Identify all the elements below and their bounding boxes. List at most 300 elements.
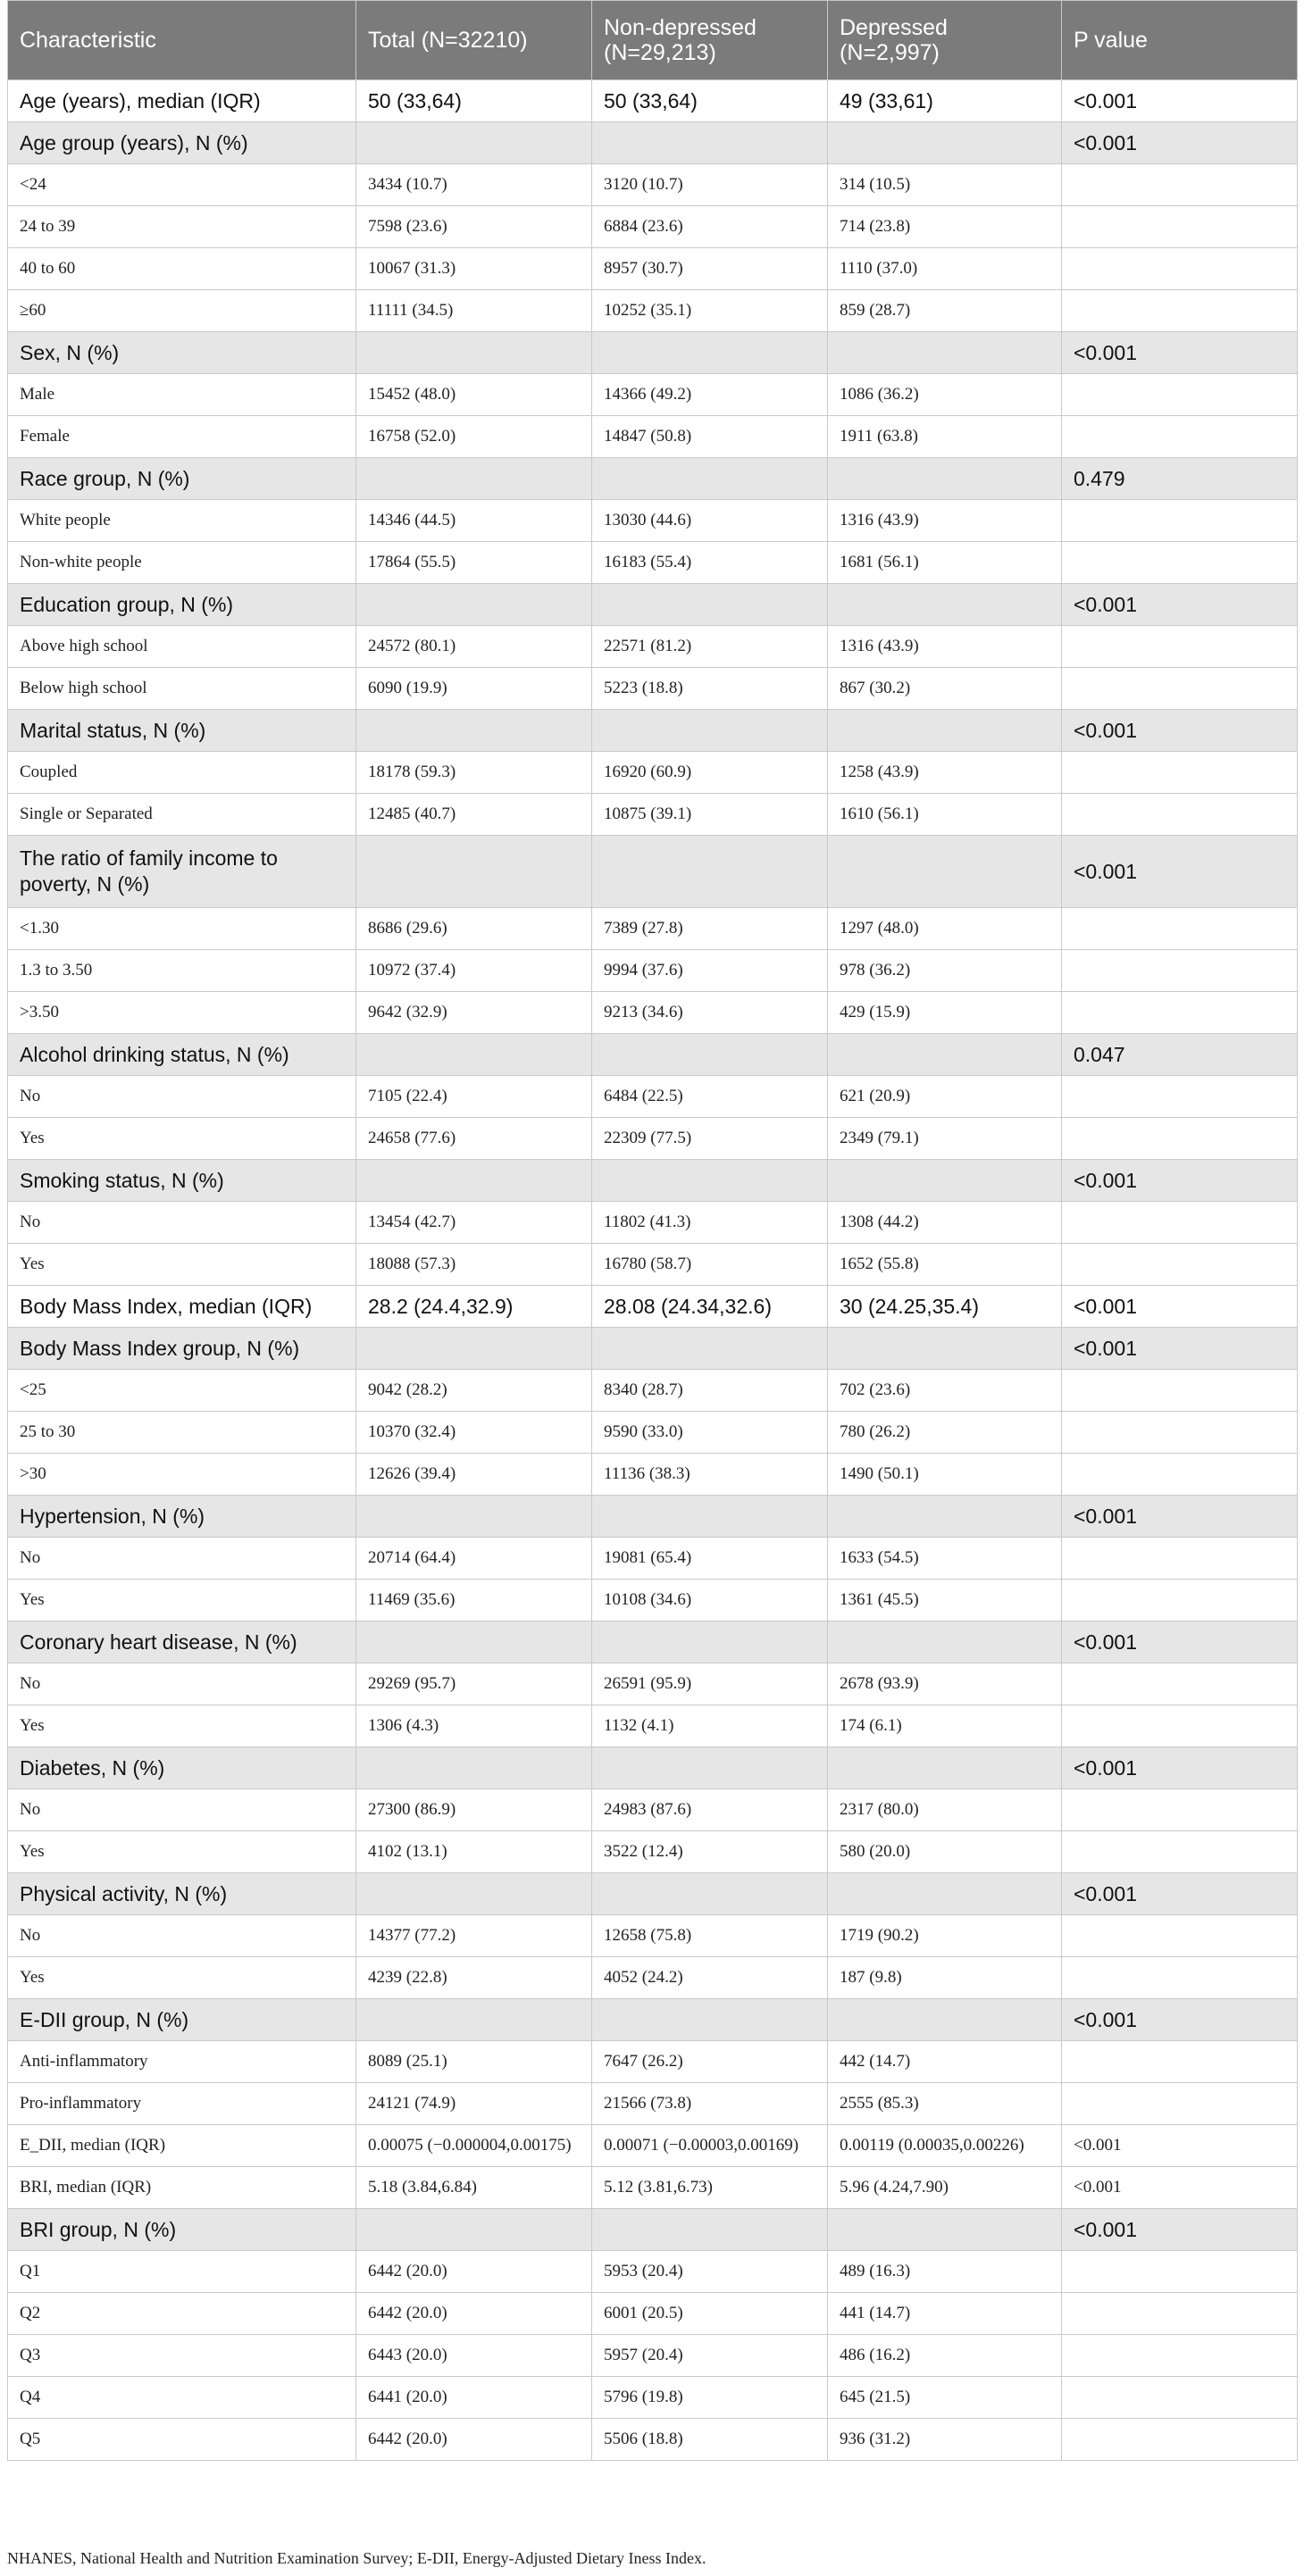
characteristic-cell: Coupled bbox=[8, 752, 356, 794]
p-value-cell bbox=[1062, 1538, 1298, 1580]
depressed-cell bbox=[828, 584, 1062, 626]
non-depressed-cell: 5957 (20.4) bbox=[592, 2335, 828, 2377]
total-cell bbox=[356, 332, 592, 374]
table-row bbox=[8, 950, 1298, 992]
depressed-cell bbox=[828, 1999, 1062, 2041]
non-depressed-cell: 21566 (73.8) bbox=[592, 2083, 828, 2125]
table-footnote: NHANES, National Health and Nutrition Examination Survey; E-DII, Energy-Adjusted Dietary Iness Index. bbox=[7, 2549, 706, 2567]
characteristic-cell: E_DII, median (IQR) bbox=[8, 2125, 356, 2167]
characteristic-cell: Single or Separated bbox=[8, 794, 356, 836]
table-row bbox=[8, 2083, 1298, 2125]
p-value-cell bbox=[1062, 2377, 1298, 2419]
total-cell: 9642 (32.9) bbox=[356, 992, 592, 1034]
total-cell: 15452 (48.0) bbox=[356, 374, 592, 416]
non-depressed-cell bbox=[592, 1999, 828, 2041]
characteristic-cell: Body Mass Index group, N (%) bbox=[8, 1328, 356, 1370]
depressed-cell: 1316 (43.9) bbox=[828, 626, 1062, 668]
p-value-cell bbox=[1062, 1202, 1298, 1244]
characteristic-cell: <1.30 bbox=[8, 908, 356, 950]
p-value-cell: <0.001 bbox=[1062, 1999, 1298, 2041]
header-total: Total (N=32210) bbox=[356, 1, 592, 80]
characteristic-cell: 24 to 39 bbox=[8, 206, 356, 248]
total-cell bbox=[356, 1999, 592, 2041]
characteristic-cell: Q4 bbox=[8, 2377, 356, 2419]
depressed-cell: 429 (15.9) bbox=[828, 992, 1062, 1034]
baseline-characteristics-table bbox=[7, 0, 1298, 2461]
p-value-cell: 0.047 bbox=[1062, 1034, 1298, 1076]
group-header-row bbox=[8, 458, 1298, 500]
depressed-cell: 621 (20.9) bbox=[828, 1076, 1062, 1118]
total-cell: 10972 (37.4) bbox=[356, 950, 592, 992]
total-cell: 4239 (22.8) bbox=[356, 1957, 592, 1999]
total-cell: 27300 (86.9) bbox=[356, 1789, 592, 1831]
depressed-cell: 2555 (85.3) bbox=[828, 2083, 1062, 2125]
characteristic-cell: No bbox=[8, 1202, 356, 1244]
non-depressed-cell: 8340 (28.7) bbox=[592, 1370, 828, 1412]
characteristic-cell: Q5 bbox=[8, 2419, 356, 2461]
depressed-cell: 936 (31.2) bbox=[828, 2419, 1062, 2461]
depressed-cell bbox=[828, 1160, 1062, 1202]
non-depressed-cell: 3120 (10.7) bbox=[592, 164, 828, 206]
total-cell: 6441 (20.0) bbox=[356, 2377, 592, 2419]
non-depressed-cell bbox=[592, 836, 828, 908]
table-row bbox=[8, 1915, 1298, 1957]
depressed-cell: 978 (36.2) bbox=[828, 950, 1062, 992]
p-value-cell bbox=[1062, 416, 1298, 458]
characteristic-cell: Male bbox=[8, 374, 356, 416]
non-depressed-cell: 14366 (49.2) bbox=[592, 374, 828, 416]
table-row bbox=[8, 206, 1298, 248]
group-header-row bbox=[8, 1747, 1298, 1789]
p-value-cell: <0.001 bbox=[1062, 332, 1298, 374]
characteristic-cell: Education group, N (%) bbox=[8, 584, 356, 626]
depressed-cell: 1610 (56.1) bbox=[828, 794, 1062, 836]
characteristic-cell: Yes bbox=[8, 1244, 356, 1286]
depressed-cell: 1911 (63.8) bbox=[828, 416, 1062, 458]
total-cell: 14377 (77.2) bbox=[356, 1915, 592, 1957]
p-value-cell: <0.001 bbox=[1062, 1328, 1298, 1370]
total-cell: 24121 (74.9) bbox=[356, 2083, 592, 2125]
p-value-cell bbox=[1062, 164, 1298, 206]
non-depressed-cell: 11802 (41.3) bbox=[592, 1202, 828, 1244]
p-value-cell: <0.001 bbox=[1062, 80, 1298, 122]
characteristic-cell: BRI, median (IQR) bbox=[8, 2167, 356, 2209]
total-cell: 14346 (44.5) bbox=[356, 500, 592, 542]
p-value-cell bbox=[1062, 668, 1298, 710]
non-depressed-cell: 26591 (95.9) bbox=[592, 1663, 828, 1705]
group-header-row bbox=[8, 584, 1298, 626]
non-depressed-cell: 9994 (37.6) bbox=[592, 950, 828, 992]
total-cell: 11111 (34.5) bbox=[356, 290, 592, 332]
p-value-cell bbox=[1062, 1705, 1298, 1747]
p-value-cell bbox=[1062, 1118, 1298, 1160]
p-value-cell bbox=[1062, 1412, 1298, 1454]
characteristic-cell: ≥60 bbox=[8, 290, 356, 332]
characteristic-cell: <25 bbox=[8, 1370, 356, 1412]
characteristic-cell: >3.50 bbox=[8, 992, 356, 1034]
p-value-cell bbox=[1062, 1244, 1298, 1286]
total-cell: 12485 (40.7) bbox=[356, 794, 592, 836]
non-depressed-cell bbox=[592, 332, 828, 374]
depressed-cell: 867 (30.2) bbox=[828, 668, 1062, 710]
non-depressed-cell bbox=[592, 1328, 828, 1370]
p-value-cell: <0.001 bbox=[1062, 1873, 1298, 1915]
non-depressed-cell: 14847 (50.8) bbox=[592, 416, 828, 458]
characteristic-cell: No bbox=[8, 1076, 356, 1118]
non-depressed-cell: 5953 (20.4) bbox=[592, 2251, 828, 2293]
table-row bbox=[8, 794, 1298, 836]
characteristic-cell: E-DII group, N (%) bbox=[8, 1999, 356, 2041]
p-value-cell bbox=[1062, 950, 1298, 992]
table-row bbox=[8, 1118, 1298, 1160]
total-cell bbox=[356, 1034, 592, 1076]
table-row bbox=[8, 248, 1298, 290]
non-depressed-cell: 13030 (44.6) bbox=[592, 500, 828, 542]
table-row bbox=[8, 1202, 1298, 1244]
table-row bbox=[8, 1831, 1298, 1873]
total-cell: 17864 (55.5) bbox=[356, 542, 592, 584]
non-depressed-cell: 19081 (65.4) bbox=[592, 1538, 828, 1580]
depressed-cell: 714 (23.8) bbox=[828, 206, 1062, 248]
depressed-cell bbox=[828, 332, 1062, 374]
p-value-cell bbox=[1062, 206, 1298, 248]
characteristic-cell: Hypertension, N (%) bbox=[8, 1496, 356, 1538]
table-row bbox=[8, 416, 1298, 458]
header-row bbox=[8, 1, 1298, 80]
p-value-cell: <0.001 bbox=[1062, 836, 1298, 908]
p-value-cell bbox=[1062, 992, 1298, 1034]
p-value-cell bbox=[1062, 500, 1298, 542]
p-value-cell bbox=[1062, 374, 1298, 416]
depressed-cell: 1308 (44.2) bbox=[828, 1202, 1062, 1244]
total-cell: 7598 (23.6) bbox=[356, 206, 592, 248]
table-row bbox=[8, 1789, 1298, 1831]
non-depressed-cell: 5223 (18.8) bbox=[592, 668, 828, 710]
characteristic-cell: White people bbox=[8, 500, 356, 542]
characteristic-cell: Yes bbox=[8, 1705, 356, 1747]
characteristic-cell: Yes bbox=[8, 1118, 356, 1160]
characteristic-cell: Q2 bbox=[8, 2293, 356, 2335]
p-value-cell bbox=[1062, 1957, 1298, 1999]
group-header-row bbox=[8, 1328, 1298, 1370]
total-cell: 4102 (13.1) bbox=[356, 1831, 592, 1873]
total-cell: 16758 (52.0) bbox=[356, 416, 592, 458]
characteristic-cell: 40 to 60 bbox=[8, 248, 356, 290]
table-row bbox=[8, 908, 1298, 950]
total-cell: 29269 (95.7) bbox=[356, 1663, 592, 1705]
depressed-cell bbox=[828, 836, 1062, 908]
characteristic-cell: Smoking status, N (%) bbox=[8, 1160, 356, 1202]
total-cell: 6442 (20.0) bbox=[356, 2293, 592, 2335]
characteristic-cell: No bbox=[8, 1789, 356, 1831]
p-value-cell bbox=[1062, 1789, 1298, 1831]
depressed-cell: 859 (28.7) bbox=[828, 290, 1062, 332]
depressed-cell bbox=[828, 710, 1062, 752]
characteristic-cell: 1.3 to 3.50 bbox=[8, 950, 356, 992]
table-row bbox=[8, 290, 1298, 332]
p-value-cell: 0.479 bbox=[1062, 458, 1298, 500]
table-row bbox=[8, 992, 1298, 1034]
depressed-cell: 1110 (37.0) bbox=[828, 248, 1062, 290]
total-cell: 6090 (19.9) bbox=[356, 668, 592, 710]
non-depressed-cell: 24983 (87.6) bbox=[592, 1789, 828, 1831]
table-row bbox=[8, 164, 1298, 206]
total-cell: 24572 (80.1) bbox=[356, 626, 592, 668]
p-value-cell bbox=[1062, 2041, 1298, 2083]
depressed-cell bbox=[828, 122, 1062, 164]
depressed-cell: 174 (6.1) bbox=[828, 1705, 1062, 1747]
p-value-cell bbox=[1062, 2335, 1298, 2377]
table-row bbox=[8, 2377, 1298, 2419]
p-value-cell: <0.001 bbox=[1062, 2125, 1298, 2167]
non-depressed-cell: 8957 (30.7) bbox=[592, 248, 828, 290]
p-value-cell bbox=[1062, 1370, 1298, 1412]
non-depressed-cell: 22309 (77.5) bbox=[592, 1118, 828, 1160]
p-value-cell: <0.001 bbox=[1062, 584, 1298, 626]
depressed-cell: 1086 (36.2) bbox=[828, 374, 1062, 416]
characteristic-cell: Female bbox=[8, 416, 356, 458]
total-cell bbox=[356, 2209, 592, 2251]
depressed-cell: 1719 (90.2) bbox=[828, 1915, 1062, 1957]
group-header-row bbox=[8, 1621, 1298, 1663]
characteristic-cell: Diabetes, N (%) bbox=[8, 1747, 356, 1789]
non-depressed-cell bbox=[592, 2209, 828, 2251]
depressed-cell bbox=[828, 1496, 1062, 1538]
non-depressed-cell bbox=[592, 1034, 828, 1076]
total-cell bbox=[356, 1747, 592, 1789]
total-cell: 12626 (39.4) bbox=[356, 1454, 592, 1496]
p-value-cell bbox=[1062, 752, 1298, 794]
total-cell: 10067 (31.3) bbox=[356, 248, 592, 290]
group-header-row bbox=[8, 1873, 1298, 1915]
characteristic-cell: Coronary heart disease, N (%) bbox=[8, 1621, 356, 1663]
non-depressed-cell: 6884 (23.6) bbox=[592, 206, 828, 248]
p-value-cell bbox=[1062, 1663, 1298, 1705]
characteristic-cell: Q1 bbox=[8, 2251, 356, 2293]
depressed-cell: 702 (23.6) bbox=[828, 1370, 1062, 1412]
characteristic-cell: No bbox=[8, 1538, 356, 1580]
characteristic-cell: >30 bbox=[8, 1454, 356, 1496]
table-row bbox=[8, 1370, 1298, 1412]
non-depressed-cell: 5796 (19.8) bbox=[592, 2377, 828, 2419]
depressed-cell: 645 (21.5) bbox=[828, 2377, 1062, 2419]
table-row bbox=[8, 752, 1298, 794]
table-row bbox=[8, 500, 1298, 542]
p-value-cell: <0.001 bbox=[1062, 1160, 1298, 1202]
depressed-cell bbox=[828, 1328, 1062, 1370]
non-depressed-cell: 5.12 (3.81,6.73) bbox=[592, 2167, 828, 2209]
table-row bbox=[8, 2335, 1298, 2377]
depressed-cell: 1297 (48.0) bbox=[828, 908, 1062, 950]
table-row bbox=[8, 1244, 1298, 1286]
total-cell bbox=[356, 836, 592, 908]
non-depressed-cell: 16183 (55.4) bbox=[592, 542, 828, 584]
non-depressed-cell: 10252 (35.1) bbox=[592, 290, 828, 332]
table-row bbox=[8, 374, 1298, 416]
depressed-cell: 0.00119 (0.00035,0.00226) bbox=[828, 2125, 1062, 2167]
characteristic-cell: Yes bbox=[8, 1831, 356, 1873]
non-depressed-cell: 6484 (22.5) bbox=[592, 1076, 828, 1118]
group-header-row bbox=[8, 122, 1298, 164]
total-cell: 28.2 (24.4,32.9) bbox=[356, 1286, 592, 1328]
depressed-cell: 442 (14.7) bbox=[828, 2041, 1062, 2083]
non-depressed-cell: 4052 (24.2) bbox=[592, 1957, 828, 1999]
table-row bbox=[8, 1663, 1298, 1705]
p-value-cell bbox=[1062, 542, 1298, 584]
p-value-cell: <0.001 bbox=[1062, 2209, 1298, 2251]
table-row bbox=[8, 2125, 1298, 2167]
depressed-cell: 314 (10.5) bbox=[828, 164, 1062, 206]
total-cell bbox=[356, 1621, 592, 1663]
depressed-cell: 1652 (55.8) bbox=[828, 1244, 1062, 1286]
total-cell: 6442 (20.0) bbox=[356, 2251, 592, 2293]
total-cell: 18178 (59.3) bbox=[356, 752, 592, 794]
p-value-cell bbox=[1062, 1454, 1298, 1496]
characteristic-cell: Yes bbox=[8, 1580, 356, 1621]
p-value-cell bbox=[1062, 248, 1298, 290]
characteristic-cell: BRI group, N (%) bbox=[8, 2209, 356, 2251]
total-cell: 5.18 (3.84,6.84) bbox=[356, 2167, 592, 2209]
p-value-cell: <0.001 bbox=[1062, 1621, 1298, 1663]
total-cell bbox=[356, 1873, 592, 1915]
non-depressed-cell bbox=[592, 1160, 828, 1202]
header-non-depressed: Non-depressed (N=29,213) bbox=[592, 1, 828, 80]
characteristic-cell: Pro-inflammatory bbox=[8, 2083, 356, 2125]
p-value-cell bbox=[1062, 626, 1298, 668]
p-value-cell: <0.001 bbox=[1062, 1496, 1298, 1538]
non-depressed-cell bbox=[592, 122, 828, 164]
depressed-cell: 486 (16.2) bbox=[828, 2335, 1062, 2377]
depressed-cell: 1316 (43.9) bbox=[828, 500, 1062, 542]
characteristic-cell: Age group (years), N (%) bbox=[8, 122, 356, 164]
table-row bbox=[8, 668, 1298, 710]
p-value-cell: <0.001 bbox=[1062, 1286, 1298, 1328]
header-p-value: P value bbox=[1062, 1, 1298, 80]
total-cell: 18088 (57.3) bbox=[356, 1244, 592, 1286]
total-cell: 24658 (77.6) bbox=[356, 1118, 592, 1160]
table-row bbox=[8, 2167, 1298, 2209]
non-depressed-cell bbox=[592, 1496, 828, 1538]
p-value-cell bbox=[1062, 290, 1298, 332]
non-depressed-cell bbox=[592, 710, 828, 752]
total-cell bbox=[356, 584, 592, 626]
depressed-cell: 441 (14.7) bbox=[828, 2293, 1062, 2335]
non-depressed-cell: 7647 (26.2) bbox=[592, 2041, 828, 2083]
non-depressed-cell: 28.08 (24.34,32.6) bbox=[592, 1286, 828, 1328]
depressed-cell: 1633 (54.5) bbox=[828, 1538, 1062, 1580]
depressed-cell bbox=[828, 2209, 1062, 2251]
characteristic-cell: Yes bbox=[8, 1957, 356, 1999]
group-header-row bbox=[8, 1999, 1298, 2041]
total-cell: 6442 (20.0) bbox=[356, 2419, 592, 2461]
table-row bbox=[8, 1580, 1298, 1621]
non-depressed-cell: 5506 (18.8) bbox=[592, 2419, 828, 2461]
table-row bbox=[8, 1705, 1298, 1747]
table-row bbox=[8, 2293, 1298, 2335]
p-value-cell bbox=[1062, 1915, 1298, 1957]
characteristic-cell: Below high school bbox=[8, 668, 356, 710]
group-header-row bbox=[8, 1034, 1298, 1076]
header-characteristic: Characteristic bbox=[8, 1, 356, 80]
p-value-cell: <0.001 bbox=[1062, 122, 1298, 164]
baseline-characteristics-table-container bbox=[7, 0, 1297, 2461]
depressed-cell bbox=[828, 458, 1062, 500]
depressed-cell: 489 (16.3) bbox=[828, 2251, 1062, 2293]
depressed-cell bbox=[828, 1873, 1062, 1915]
table-row bbox=[8, 1957, 1298, 1999]
depressed-cell: 1681 (56.1) bbox=[828, 542, 1062, 584]
p-value-cell: <0.001 bbox=[1062, 2167, 1298, 2209]
table-header bbox=[8, 1, 1298, 80]
table-row bbox=[8, 2041, 1298, 2083]
non-depressed-cell: 10108 (34.6) bbox=[592, 1580, 828, 1621]
depressed-cell: 1361 (45.5) bbox=[828, 1580, 1062, 1621]
table-row bbox=[8, 1538, 1298, 1580]
total-cell: 7105 (22.4) bbox=[356, 1076, 592, 1118]
non-depressed-cell: 9213 (34.6) bbox=[592, 992, 828, 1034]
table-row bbox=[8, 542, 1298, 584]
depressed-cell: 2317 (80.0) bbox=[828, 1789, 1062, 1831]
p-value-cell bbox=[1062, 2419, 1298, 2461]
characteristic-cell: Q3 bbox=[8, 2335, 356, 2377]
p-value-cell bbox=[1062, 2251, 1298, 2293]
depressed-cell: 49 (33,61) bbox=[828, 80, 1062, 122]
total-cell: 3434 (10.7) bbox=[356, 164, 592, 206]
table-row bbox=[8, 1412, 1298, 1454]
depressed-cell: 580 (20.0) bbox=[828, 1831, 1062, 1873]
total-cell: 0.00075 (−0.000004,0.00175) bbox=[356, 2125, 592, 2167]
depressed-cell bbox=[828, 1747, 1062, 1789]
total-cell: 6443 (20.0) bbox=[356, 2335, 592, 2377]
depressed-cell bbox=[828, 1034, 1062, 1076]
non-depressed-cell: 16780 (58.7) bbox=[592, 1244, 828, 1286]
depressed-cell: 30 (24.25,35.4) bbox=[828, 1286, 1062, 1328]
total-cell: 20714 (64.4) bbox=[356, 1538, 592, 1580]
p-value-cell: <0.001 bbox=[1062, 710, 1298, 752]
p-value-cell bbox=[1062, 2293, 1298, 2335]
total-cell bbox=[356, 122, 592, 164]
p-value-cell bbox=[1062, 1076, 1298, 1118]
total-cell: 10370 (32.4) bbox=[356, 1412, 592, 1454]
total-cell bbox=[356, 1496, 592, 1538]
non-depressed-cell: 11136 (38.3) bbox=[592, 1454, 828, 1496]
characteristic-cell: Physical activity, N (%) bbox=[8, 1873, 356, 1915]
characteristic-cell: No bbox=[8, 1915, 356, 1957]
characteristic-cell: 25 to 30 bbox=[8, 1412, 356, 1454]
depressed-cell: 2349 (79.1) bbox=[828, 1118, 1062, 1160]
header-depressed: Depressed (N=2,997) bbox=[828, 1, 1062, 80]
non-depressed-cell: 16920 (60.9) bbox=[592, 752, 828, 794]
total-cell: 9042 (28.2) bbox=[356, 1370, 592, 1412]
characteristic-cell: The ratio of family income to poverty, N (%) bbox=[8, 836, 356, 908]
total-cell: 1306 (4.3) bbox=[356, 1705, 592, 1747]
non-depressed-cell: 10875 (39.1) bbox=[592, 794, 828, 836]
table-body bbox=[8, 80, 1298, 2461]
depressed-cell: 780 (26.2) bbox=[828, 1412, 1062, 1454]
depressed-cell: 187 (9.8) bbox=[828, 1957, 1062, 1999]
p-value-cell bbox=[1062, 908, 1298, 950]
p-value-cell bbox=[1062, 1831, 1298, 1873]
total-cell bbox=[356, 710, 592, 752]
depressed-cell bbox=[828, 1621, 1062, 1663]
total-cell: 8089 (25.1) bbox=[356, 2041, 592, 2083]
characteristic-cell: Race group, N (%) bbox=[8, 458, 356, 500]
table-row bbox=[8, 626, 1298, 668]
table-row bbox=[8, 2419, 1298, 2461]
non-depressed-cell: 22571 (81.2) bbox=[592, 626, 828, 668]
group-header-row bbox=[8, 332, 1298, 374]
characteristic-cell: Body Mass Index, median (IQR) bbox=[8, 1286, 356, 1328]
